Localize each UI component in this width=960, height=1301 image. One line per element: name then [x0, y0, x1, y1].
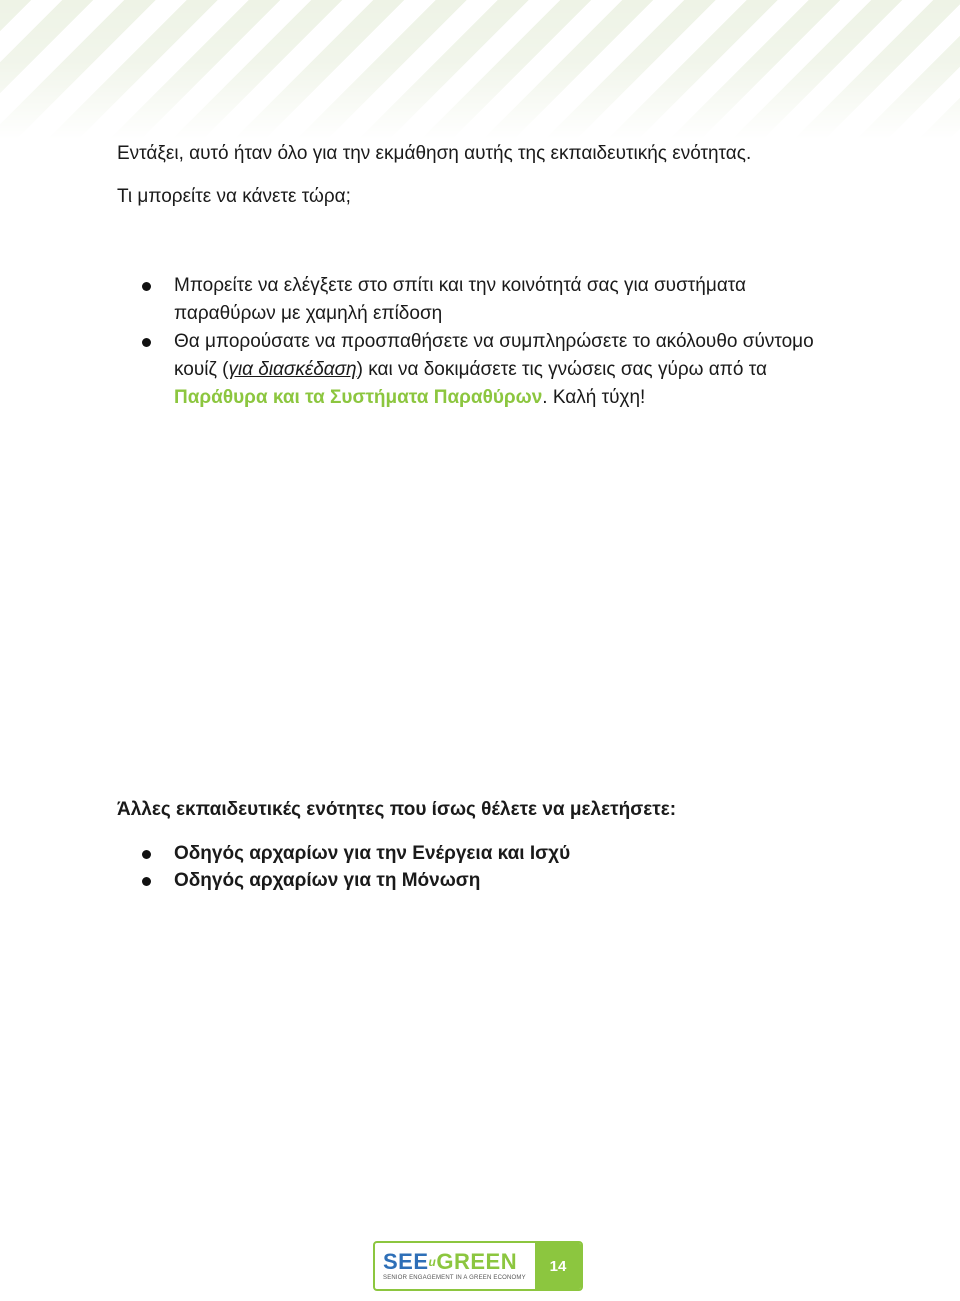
action-text-part2: ) και να δοκιμάσετε τις γνώσεις σας γύρω από τα: [356, 359, 767, 380]
action-text: Μπορείτε να ελέγξετε στο σπίτι και την κοινότητά σας για συστήματα παραθύρων με χαμηλή επίδοση: [174, 275, 747, 324]
module-title: Οδηγός αρχαρίων για την Ενέργεια και Ισχύ: [174, 843, 571, 864]
question-paragraph: Τι μπορείτε να κάνετε τώρα;: [117, 186, 351, 207]
actions-list: [117, 272, 847, 412]
action-text-part1: Θα μπορούσατε να προσπαθήσετε να συμπληρώσετε το ακόλουθο σύντομο κουίζ (: [174, 331, 814, 380]
logo-wordmark: [383, 1251, 535, 1273]
topic-highlight: Παράθυρα και τα Συστήματα Παραθύρων: [174, 387, 543, 408]
other-modules-list: [117, 840, 847, 894]
other-modules-heading: Άλλες εκπαιδευτικές ενότητες που ίσως θέλετε να μελετήσετε:: [117, 799, 677, 820]
bullet-icon: [142, 282, 151, 291]
list-item[interactable]: [117, 840, 847, 867]
list-item: [117, 272, 847, 328]
bullet-icon: [142, 850, 151, 859]
decorative-striped-header: [0, 0, 960, 140]
logo-green: GREEN: [436, 1249, 518, 1274]
list-item: [117, 328, 847, 412]
module-title: Οδηγός αρχαρίων για τη Μόνωση: [174, 870, 481, 891]
logo-see: SEE: [383, 1249, 429, 1274]
action-text-part3: . Καλή τύχη!: [542, 387, 646, 408]
bullet-icon: [142, 877, 151, 886]
logo-tagline: SENIOR ENGAGEMENT IN A GREEN ECONOMY: [383, 1275, 526, 1281]
footer-logo-box: [373, 1241, 583, 1291]
logo-u: u: [428, 1255, 437, 1269]
page-number: 14: [535, 1243, 581, 1289]
logo: [375, 1243, 535, 1289]
quiz-link[interactable]: για διασκέδαση: [228, 359, 357, 380]
bullet-icon: [142, 338, 151, 347]
intro-paragraph: Εντάξει, αυτό ήταν όλο για την εκμάθηση αυτής της εκπαιδευτικής ενότητας.: [117, 143, 752, 164]
list-item[interactable]: [117, 867, 847, 894]
